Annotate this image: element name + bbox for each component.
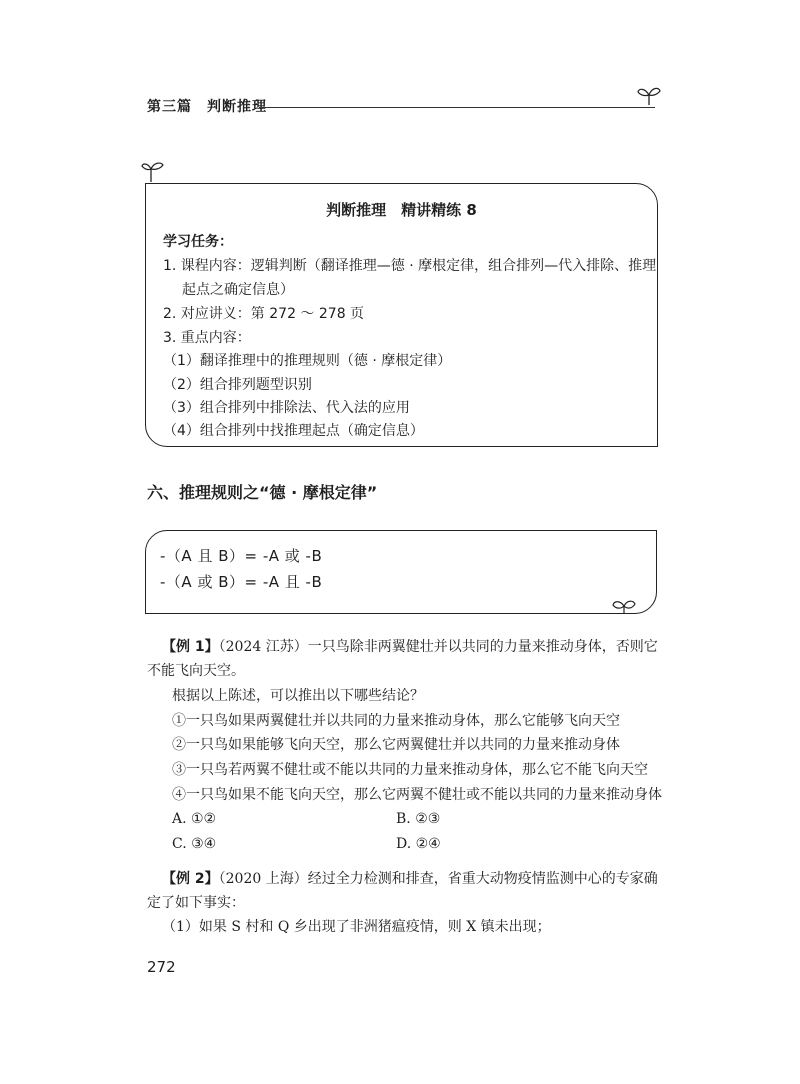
task-line: 2. 对应讲义：第 272 ～ 278 页 bbox=[163, 306, 365, 322]
example-2-stem-cont: 定了如下事实： bbox=[147, 895, 245, 911]
task-line: 3. 重点内容： bbox=[163, 330, 251, 346]
task-line: （3）组合排列中排除法、代入法的应用 bbox=[163, 400, 410, 416]
formula-box bbox=[145, 530, 657, 614]
example-2-intro bbox=[162, 869, 658, 889]
statement-item: ③一只鸟若两翼不健壮或不能以共同的力量来推动身体，那么它不能飞向天空 bbox=[172, 762, 648, 778]
header-title: 第三篇 判断推理 bbox=[147, 99, 267, 115]
task-line: （1）翻译推理中的推理规则（德 · 摩根定律） bbox=[163, 353, 452, 369]
running-header bbox=[147, 96, 667, 120]
example-1-stem: （2024 江苏）一只鸟除非两翼健壮并以共同的力量来推动身体，否则它 bbox=[218, 639, 658, 655]
example-1-question: 根据以上陈述，可以推出以下哪些结论？ bbox=[172, 688, 424, 704]
formula-line: -（A 或 B）= -A 且 -B bbox=[160, 573, 323, 591]
task-line: （4）组合排列中找推理起点（确定信息） bbox=[163, 423, 424, 439]
sprout-icon bbox=[141, 158, 165, 182]
header-rule bbox=[259, 107, 655, 108]
statement-item: ②一只鸟如果能够飞向天空，那么它两翼健壮并以共同的力量来推动身体 bbox=[172, 737, 620, 753]
example-1-tag: 【例 1】 bbox=[162, 639, 219, 655]
section-heading: 六、推理规则之“德 · 摩根定律” bbox=[147, 483, 378, 502]
task-line: 起点之确定信息） bbox=[182, 282, 294, 298]
sprout-icon bbox=[612, 598, 636, 614]
option-d: D. ②④ bbox=[396, 836, 441, 852]
example-1-intro bbox=[162, 637, 658, 657]
option-b: B. ②③ bbox=[396, 811, 441, 827]
option-a: A. ①② bbox=[172, 811, 217, 827]
example-2-tag: 【例 2】 bbox=[162, 871, 219, 887]
study-task-box bbox=[145, 183, 658, 447]
statement-item: ①一只鸟如果两翼健壮并以共同的力量来推动身体，那么它能够飞向天空 bbox=[172, 713, 620, 729]
page-number: 272 bbox=[147, 958, 176, 976]
fact-item: （1）如果 S 村和 Q 乡出现了非洲猪瘟疫情，则 X 镇未出现； bbox=[162, 919, 551, 935]
task-line: 1. 课程内容：逻辑判断（翻译推理—德 · 摩根定律，组合排列—代入排除、推理 bbox=[163, 258, 657, 274]
learning-task-label: 学习任务： bbox=[163, 234, 233, 250]
example-2-stem: （2020 上海）经过全力检测和排查，省重大动物疫情监测中心的专家确 bbox=[218, 871, 658, 887]
task-box-title: 判断推理 精讲精练 8 bbox=[326, 201, 477, 219]
formula-line: -（A 且 B）= -A 或 -B bbox=[160, 547, 323, 565]
option-c: C. ③④ bbox=[172, 836, 217, 852]
sprout-icon bbox=[636, 84, 662, 106]
task-line: （2）组合排列题型识别 bbox=[163, 377, 312, 393]
example-1-stem-cont: 不能飞向天空。 bbox=[147, 663, 245, 679]
statement-item: ④一只鸟如果不能飞向天空，那么它两翼不健壮或不能以共同的力量来推动身体 bbox=[172, 787, 662, 803]
